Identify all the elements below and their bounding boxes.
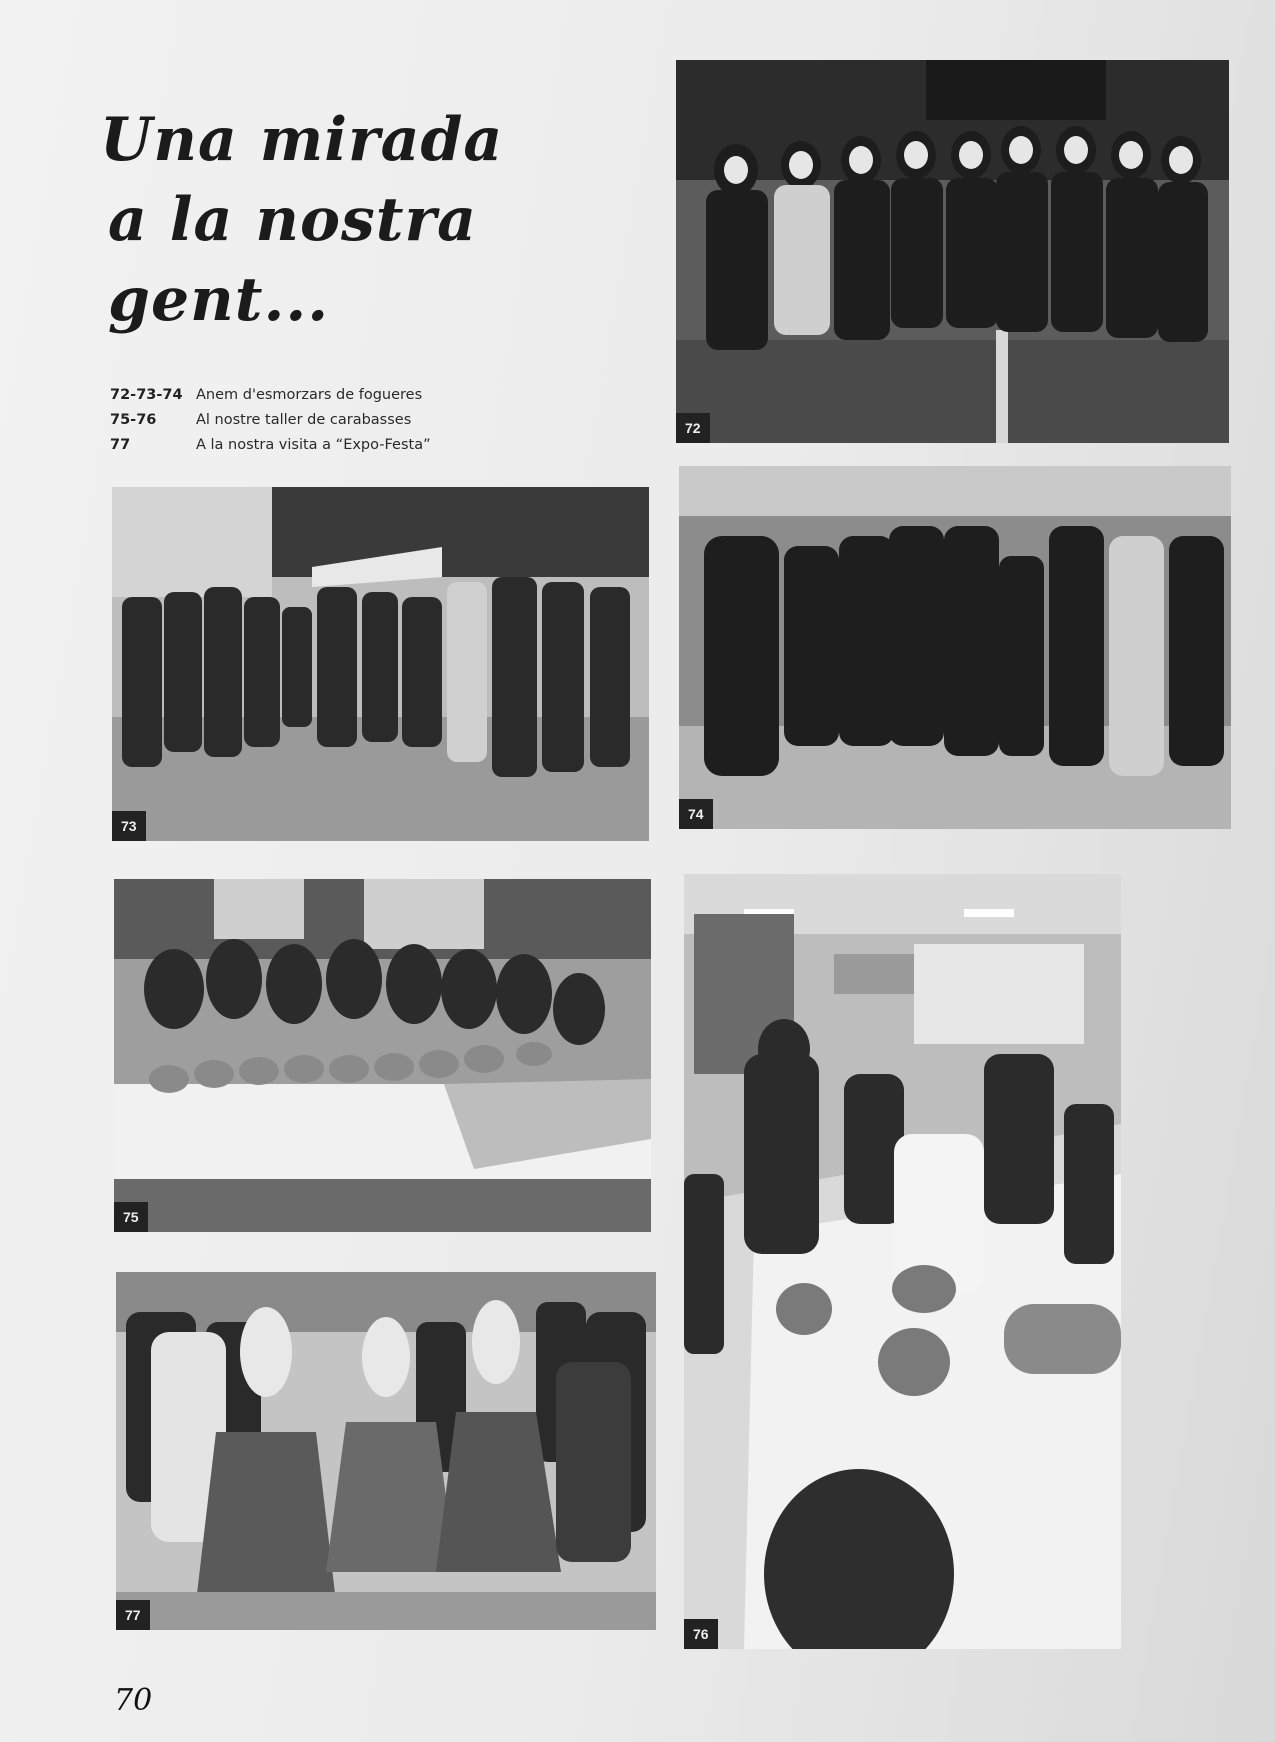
page-title bbox=[100, 100, 660, 340]
photo-72 bbox=[676, 60, 1229, 443]
legend-caption: Al nostre taller de carabasses bbox=[196, 412, 412, 428]
legend-row bbox=[110, 433, 431, 458]
photo-number: 72 bbox=[676, 413, 710, 443]
photo-77 bbox=[116, 1272, 656, 1630]
photo-76 bbox=[684, 874, 1121, 1649]
photo-73-image bbox=[112, 487, 649, 841]
title-line-1: Una mirada bbox=[100, 105, 504, 175]
legend-numbers: 75-76 bbox=[110, 412, 157, 428]
photo-number: 73 bbox=[112, 811, 146, 841]
legend-row bbox=[110, 383, 431, 408]
photo-74 bbox=[679, 466, 1231, 829]
photo-76-image bbox=[684, 874, 1121, 1649]
legend-caption: A la nostra visita a “Expo-Festa” bbox=[196, 437, 431, 453]
photo-77-image bbox=[116, 1272, 656, 1630]
legend-row bbox=[110, 408, 431, 433]
photo-legend bbox=[110, 383, 431, 458]
title-line-2: a la nostra gent... bbox=[108, 185, 477, 335]
legend-caption: Anem d'esmorzars de fogueres bbox=[196, 387, 423, 403]
photo-75-image bbox=[114, 879, 651, 1232]
photo-number: 74 bbox=[679, 799, 713, 829]
photo-72-image bbox=[676, 60, 1229, 443]
photo-74-image bbox=[679, 466, 1231, 829]
photo-number: 76 bbox=[684, 1619, 718, 1649]
photo-number: 77 bbox=[116, 1600, 150, 1630]
photo-number: 75 bbox=[114, 1202, 148, 1232]
page-number: 70 bbox=[114, 1683, 153, 1718]
photo-73 bbox=[112, 487, 649, 841]
photo-75 bbox=[114, 879, 651, 1232]
legend-numbers: 72-73-74 bbox=[110, 387, 183, 403]
legend-numbers: 77 bbox=[110, 437, 131, 453]
